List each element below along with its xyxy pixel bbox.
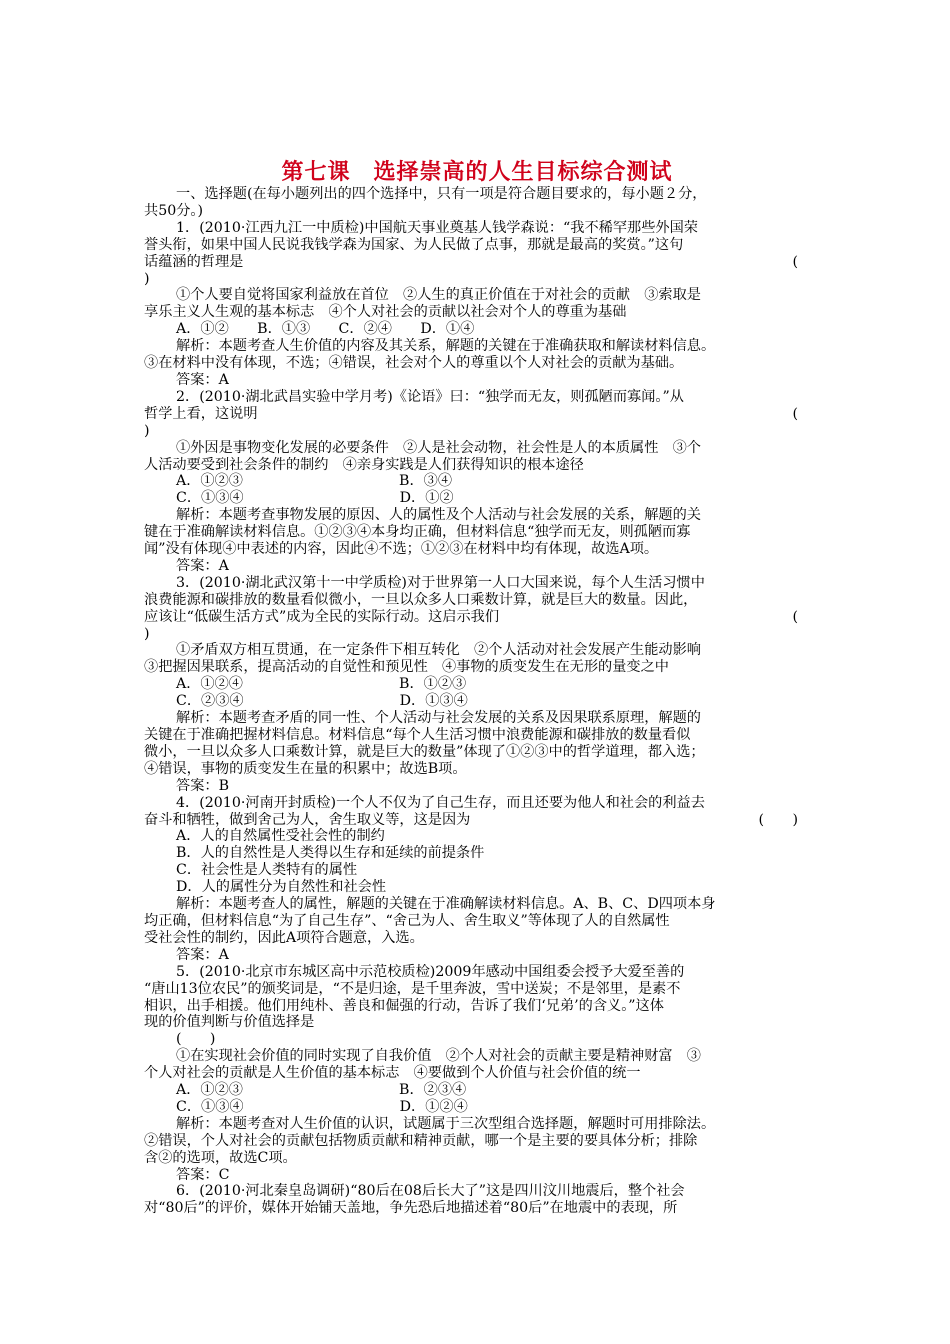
line-text: ①外因是事物变化发展的必要条件 ②人是社会动物，社会性是人的本质属性 ③个: [176, 439, 701, 456]
line-text: ①矛盾双方相互贯通，在一定条件下相互转化 ②个人活动对社会发展产生能动影响: [176, 642, 701, 659]
answer-bracket: (: [792, 608, 798, 625]
line-text: 答案：C: [176, 1166, 230, 1183]
text-line: [144, 1014, 810, 1031]
line-text: 应该让“低碳生活方式”成为全民的实际行动。这启示我们: [144, 608, 500, 625]
line-text: 闻”没有体现④中表述的内容，因此④不选；①②③在材料中均有体现，故选A项。: [144, 541, 659, 558]
text-line: [144, 1200, 810, 1217]
line-text: 解析：本题考查事物发展的原因、人的属性及个人活动与社会发展的关系，解题的关: [176, 507, 701, 524]
text-line: [144, 1116, 810, 1133]
text-line: [144, 659, 810, 676]
text-line: [144, 203, 810, 220]
line-text: 人活动要受到社会条件的制约 ④亲身实践是人们获得知识的根本途径: [144, 456, 584, 473]
text-line: [144, 1150, 810, 1167]
line-text: ②错误，个人对社会的贡献包括物质贡献和精神贡献，哪一个是主要的要具体分析；排除: [144, 1132, 698, 1149]
line-text: 解析：本题考查对人生价值的认识，试题属于三次型组合选择题，解题时可用排除法。: [176, 1115, 716, 1132]
text-line: [144, 896, 810, 913]
line-text: 答案：A: [176, 946, 229, 963]
text-line: [144, 879, 810, 896]
text-line: [144, 998, 810, 1015]
text-line: [144, 761, 810, 778]
line-text: 现的价值判断与价值选择是: [144, 1014, 315, 1031]
text-line: [144, 642, 810, 659]
line-text: 2．(2010·湖北武昌实验中学月考)《论语》曰：“独学而无友，则孤陋而寡闻。”从: [176, 388, 684, 405]
text-line: [144, 812, 810, 829]
text-line: [144, 271, 810, 288]
line-text: 答案：A: [176, 557, 229, 574]
text-line: [144, 237, 810, 254]
text-line: [144, 186, 810, 203]
line-text: 含②的选项，故选C项。: [144, 1149, 297, 1166]
text-line: [144, 321, 810, 338]
line-text: ): [144, 270, 150, 287]
line-text: ( ): [176, 1031, 216, 1048]
text-line: [144, 744, 810, 761]
text-line: [144, 828, 810, 845]
text-line: [144, 490, 810, 507]
text-line: [144, 558, 810, 575]
line-text: 答案：B: [176, 777, 229, 794]
line-text: 哲学上看，这说明: [144, 405, 258, 422]
line-text: 解析：本题考查人生价值的内容及其关系，解题的关键在于准确获取和解读材料信息。: [176, 338, 716, 355]
text-line: [144, 423, 810, 440]
answer-bracket: ( ): [758, 811, 798, 828]
line-text: 话蕴涵的哲理是: [144, 253, 244, 270]
line-text: 3．(2010·湖北武汉第十一中学质检)对于世界第一人口大国来说，每个人生活习惯中: [176, 574, 705, 591]
line-text: 解析：本题考查矛盾的同一性、个人活动与社会发展的关系及因果联系原理，解题的: [176, 710, 701, 727]
text-line: [144, 1167, 810, 1184]
text-line: [144, 710, 810, 727]
answer-bracket: (: [792, 253, 798, 270]
line-text: 微小，一旦以众多人口乘数计算，就是巨大的数量”体现了①②③中的哲学道理，都入选；: [144, 743, 705, 760]
line-text: “唐山13位农民”的颁奖词是，“不是归途，是千里奔波，雪中送炭；不是邻里，是素不: [144, 980, 681, 997]
line-text: 6．(2010·河北秦皇岛调研)“80后在08后长大了”这是四川汶川地震后，整个社会: [176, 1183, 685, 1200]
line-text: 关键在于准确把握材料信息。材料信息“每个人生活习惯中浪费能源和碳排放的数量看似: [144, 727, 691, 743]
line-text: ③把握因果联系，提高活动的自觉性和预见性 ④事物的质变发生在无形的量变之中: [144, 659, 669, 676]
line-text: ): [144, 422, 150, 439]
text-line: [144, 304, 810, 321]
text-line: [144, 626, 810, 643]
line-text: 享乐主义人生观的基本标志 ④个人对社会的贡献以社会对个人的尊重为基础: [144, 304, 627, 321]
line-text: 答案：A: [176, 371, 229, 388]
text-line: [144, 1082, 810, 1099]
line-text: C．①③④ D．①②④: [176, 1098, 468, 1115]
text-line: [144, 473, 810, 490]
line-text: 4．(2010·河南开封质检)一个人不仅为了自己生存，而且还要为他人和社会的利益去: [176, 794, 705, 811]
line-text: ①在实现社会价值的同时实现了自我价值 ②个人对社会的贡献主要是精神财富 ③: [176, 1048, 701, 1065]
line-text: 相识，出手相援。他们用纯朴、善良和倔强的行动，告诉了我们‘兄弟’的含义。”这体: [144, 997, 664, 1014]
text-line: [144, 220, 810, 237]
line-text: A．①② B．①③ C．②④ D．①④: [176, 321, 475, 338]
line-text: 5．(2010·北京市东城区高中示范校质检)2009年感动中国组委会授予大爱至善的: [176, 963, 685, 980]
line-text: 受社会性的制约，因此A项符合题意，入选。: [144, 929, 424, 946]
page-title: 第七课 选择崇高的人生目标综合测试: [281, 159, 673, 185]
text-line: [144, 862, 810, 879]
text-line: [144, 795, 810, 812]
line-text: C．①③④ D．①②: [176, 490, 454, 507]
text-line: [144, 287, 810, 304]
line-text: A．①②④ B．①②③: [176, 676, 467, 693]
line-text: ③在材料中没有体现，不选；④错误，社会对个人的尊重以个人对社会的贡献为基础。: [144, 355, 684, 372]
line-text: 奋斗和牺牲，做到舍己为人，舍生取义等，这是因为: [144, 811, 471, 828]
text-line: [144, 1065, 810, 1082]
document-body: [144, 186, 810, 1217]
text-line: [144, 778, 810, 795]
text-line: [144, 457, 810, 474]
text-line: [144, 389, 810, 406]
text-line: [144, 372, 810, 389]
answer-bracket: (: [792, 405, 798, 422]
text-line: [144, 592, 810, 609]
text-line: [144, 930, 810, 947]
line-text: 誉头衔，如果中国人民说我钱学森为国家、为人民做了点事，那就是最高的奖赏。”这句: [144, 236, 684, 253]
line-text: 对“80后”的评价，媒体开始铺天盖地，争先恐后地描述着“80后”在地震中的表现，所: [144, 1200, 678, 1217]
text-line: [144, 981, 810, 998]
text-line: [144, 1031, 810, 1048]
text-line: [144, 1099, 810, 1116]
line-text: C．社会性是人类特有的属性: [176, 862, 358, 879]
text-line: [144, 676, 810, 693]
line-text: ①个人要自觉将国家利益放在首位 ②人生的真正价值在于对社会的贡献 ③索取是: [176, 287, 701, 304]
line-text: 共50分。): [144, 202, 204, 219]
text-line: [144, 524, 810, 541]
text-line: [144, 913, 810, 930]
text-line: [144, 507, 810, 524]
line-text: 1．(2010·江西九江一中质检)中国航天事业奠基人钱学森说：“我不稀罕那些外国荣: [176, 219, 698, 236]
line-text: D．人的属性分为自然性和社会性: [176, 879, 387, 896]
text-line: [144, 964, 810, 981]
text-line: [144, 947, 810, 964]
line-text: 一、选择题(在每小题列出的四个选择中，只有一项是符合题目要求的，每小题２分，: [176, 186, 707, 202]
line-text: 解析：本题考查人的属性，解题的关键在于准确解读材料信息。A、B、C、D四项本身: [176, 896, 716, 913]
text-line: [144, 406, 810, 423]
text-line: [144, 1048, 810, 1065]
line-text: 个人对社会的贡献是人生价值的基本标志 ④要做到个人价值与社会价值的统一: [144, 1065, 641, 1082]
line-text: 键在于准确解读材料信息。①②③④本身均正确，但材料信息“独学而无友，则孤陋而寡: [144, 524, 691, 541]
line-text: B．人的自然性是人类得以生存和延续的前提条件: [176, 845, 485, 862]
text-line: [144, 1133, 810, 1150]
line-text: 均正确，但材料信息“为了自己生存”、“舍己为人、舍生取义”等体现了人的自然属性: [144, 912, 670, 929]
text-line: [144, 575, 810, 592]
text-line: [144, 355, 810, 372]
text-line: [144, 440, 810, 457]
text-line: [144, 254, 810, 271]
line-text: C．②③④ D．①③④: [176, 693, 468, 710]
text-line: [144, 727, 810, 744]
line-text: ): [144, 625, 150, 642]
line-text: 浪费能源和碳排放的数量看似微小，一旦以众多人口乘数计算，就是巨大的数量。因此，: [144, 591, 698, 608]
text-line: [144, 1183, 810, 1200]
line-text: A．①②③ B．②③④: [176, 1082, 467, 1099]
line-text: A．①②③ B．③④: [176, 473, 453, 490]
text-line: [144, 338, 810, 355]
document-page: [144, 158, 810, 1217]
line-text: A．人的自然属性受社会性的制约: [176, 828, 385, 845]
text-line: [144, 845, 810, 862]
text-line: [144, 541, 810, 558]
text-line: [144, 693, 810, 710]
text-line: [144, 609, 810, 626]
line-text: ④错误，事物的质变发生在量的积累中；故选B项。: [144, 760, 467, 777]
